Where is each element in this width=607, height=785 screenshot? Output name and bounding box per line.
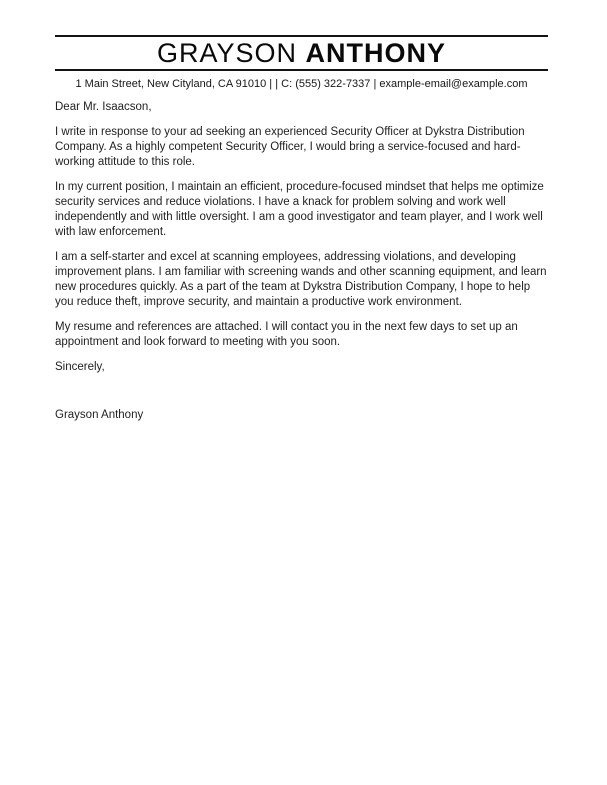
signature-name: Grayson Anthony	[55, 409, 144, 421]
contact-info: 1 Main Street, New Cityland, CA 91010 | | C: (555) 322-7337 | example-email@example.com	[75, 78, 528, 90]
applicant-name	[55, 37, 548, 69]
paragraph-intro: I write in response to your ad seeking an experienced Security Officer at Dykstra Distribution Company. As a highly competent Security Officer, I would bring a service-focused and hard-working attitude to this role.	[55, 126, 525, 168]
paragraph-current-position: In my current position, I maintain an efficient, procedure-focused mindset that helps me optimize security services and reduce violations. I have a knack for problem solving and work well independently and with little oversight. I am a good investigator and team player, and I work well with law enforcement.	[55, 181, 544, 238]
salutation: Dear Mr. Isaacson,	[55, 101, 152, 113]
applicant-first-name: GRAYSON	[156, 38, 297, 68]
closing: Sincerely,	[55, 361, 105, 373]
letterhead	[55, 35, 548, 71]
applicant-last-name: ANTHONY	[305, 38, 447, 68]
paragraph-skills: I am a self-starter and excel at scanning employees, addressing violations, and developing improvement plans. I am familiar with screening wands and other scanning equipment, and learn new procedures quickly. As a part of the team at Dykstra Distribution Company, I hope to help you reduce theft, improve security, and maintain a productive work environment.	[55, 251, 547, 308]
paragraph-follow-up: My resume and references are attached. I will contact you in the next few days to set up an appointment and look forward to meeting with you soon.	[55, 321, 518, 348]
letter-body	[55, 100, 548, 423]
